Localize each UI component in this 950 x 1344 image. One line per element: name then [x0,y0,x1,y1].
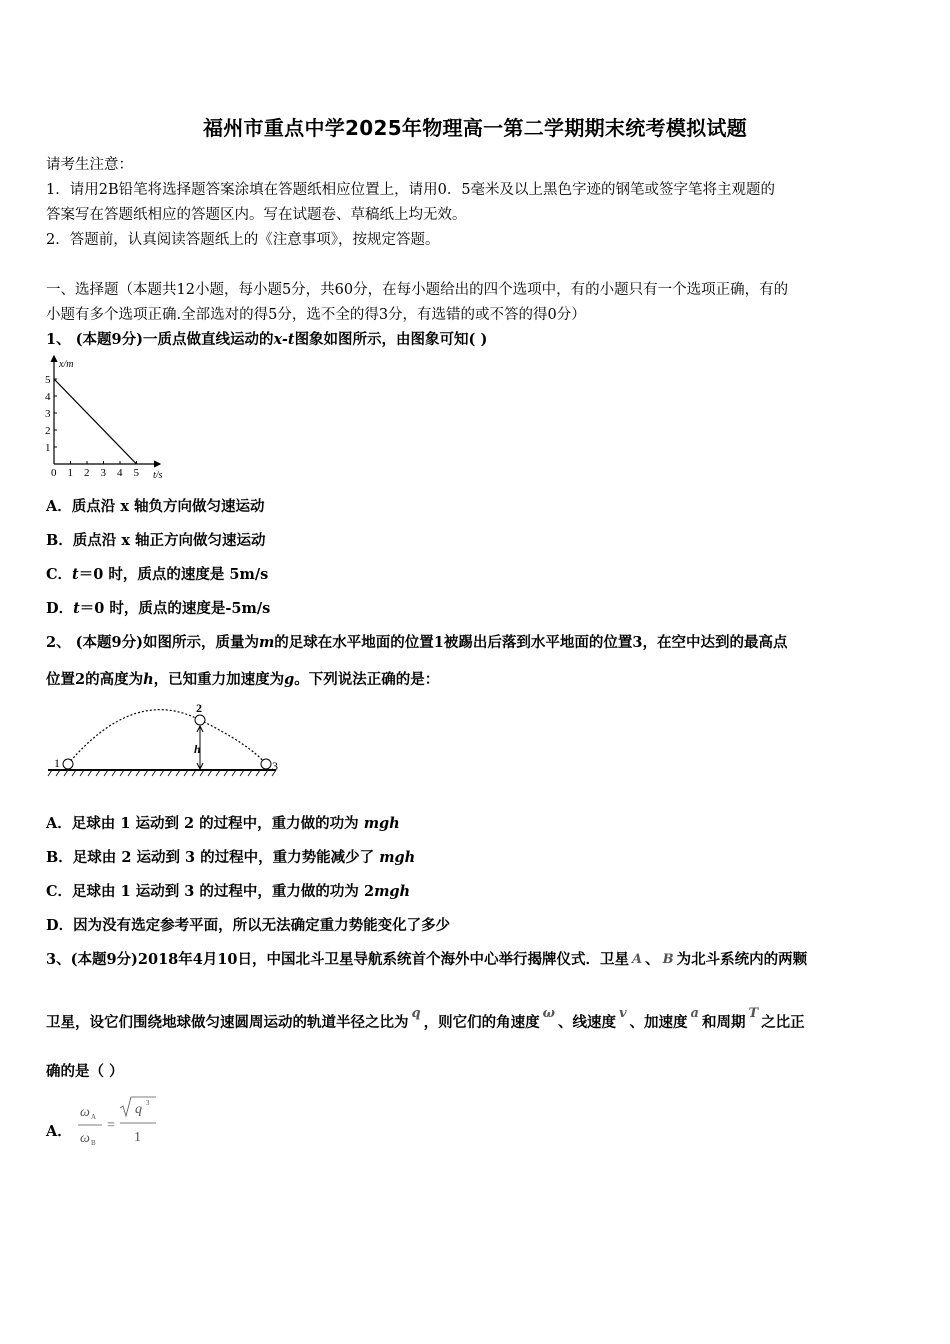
notice-item-1: 1．请用2B铅笔将选择题答案涂填在答题纸相应位置上，请用0．5毫米及以上黑色字迹的钢笔或签字笔将主观题的 [46,182,776,198]
xt-graph [40,352,180,484]
y-tick-label: 1 [45,442,51,454]
q2-option-a[interactable] [46,812,400,833]
q1-option-d-text: ＝0 时，质点的速度是-5m/s [79,600,271,617]
q1-option-b[interactable] [46,529,266,550]
q2-option-c-label: C． [46,883,73,900]
question-1-stem [46,328,487,349]
x-tick-label: 3 [100,467,106,479]
y-tick-label: 4 [45,391,51,403]
x-tick-label: 2 [84,467,90,479]
q3-sym-b: B [662,952,674,967]
q2-var-m: m [258,634,275,651]
q2-option-d-label: D． [46,917,74,934]
q2-line1-b: 的足球在水平地面的位置1被踢出后落到水平地面的位置3，在空中达到的最高点 [274,634,788,651]
q2-option-b-text: 足球由 2 运动到 3 的过程中，重力势能减少了 [72,849,380,866]
section-instructions-1: 一、选择题（本题共12小题，每小题5分，共60分，在每小题给出的四个选项中，有的小题只有一个选项正确，有的 [46,282,789,298]
q3-sym-sep: 、 [645,951,660,968]
q1-option-a-text: 质点沿 x 轴负方向做匀速运动 [71,498,265,515]
q2-option-a-label: A． [46,815,72,832]
q2-line2-b: ，已知重力加速度为 [153,671,285,688]
q1-option-a-label: A． [46,498,72,515]
q1-option-d-var: t [73,600,80,617]
trajectory-curve [68,710,266,764]
label-position-3: 3 [272,759,278,773]
xt-line [54,379,137,464]
x-tick-label: 5 [133,467,139,479]
q2-option-b[interactable] [46,846,415,867]
y-tick-label: 2 [45,425,51,437]
x-tick-label: 4 [117,467,123,479]
q2-option-c[interactable] [46,880,410,901]
page-title: 福州市重点中学2025年物理高一第二学期期末统考模拟试题 [202,116,748,140]
q1-option-c-var: t [72,566,79,583]
formula-num: ω [80,1105,90,1120]
formula-rhs-num: q [135,1102,142,1117]
q3-sym-t: T [748,1006,759,1021]
q2-option-b-label: B． [46,849,73,866]
q1-option-b-label: B． [46,532,73,549]
q2-line2-c: 。下列说法正确的是： [294,671,440,688]
section-instructions-2: 小题有多个选项正确.全部选对的得5分，选不全的得3分，有选错的或不答的得0分） [46,307,586,323]
q3-line2-b: ，则它们的角速度 [423,1014,540,1031]
label-height: h [194,742,201,756]
formula-den-sub: B [91,1139,96,1147]
q2-option-d-text: 因为没有选定参考平面，所以无法确定重力势能变化了多少 [73,917,451,934]
question-1-stem-b: 图象如图所示，由图象可知( ) [294,331,488,348]
q2-option-c-text: 足球由 1 运动到 3 的过程中，重力做的功为 2 [72,883,375,900]
q2-option-a-var: mgh [363,815,400,832]
question-2-stem-2 [46,668,439,689]
q3-sym-a: A [632,952,643,967]
question-1-var: x-t [273,331,295,348]
y-tick-label: 5 [45,374,51,386]
q3-line1-a: 3、(本题9分)2018年4月10日，中国北斗卫星导航系统首个海外中心举行揭牌仪式．卫星 [46,951,630,968]
q3-option-a-label[interactable]: A． [46,1123,72,1140]
q3-line2-d: 、加速度 [629,1014,688,1031]
formula-eq: = [107,1118,115,1133]
y-tick-label: 3 [45,408,51,420]
question-3-stem-2 [46,1006,805,1032]
q3-sym-omega: ω [542,1006,555,1021]
question-3-stem-1 [46,948,807,969]
notice-heading: 请考生注意： [46,157,133,173]
q3-line2-f: 之比正 [761,1014,805,1031]
q2-var-h: h [143,671,154,688]
q2-option-a-text: 足球由 1 运动到 2 的过程中，重力做的功为 [71,815,364,832]
q2-option-b-var: mgh [379,849,416,866]
q3-sym-v: v [618,1006,627,1021]
formula-rhs-exp: 3 [146,1099,150,1107]
q3-sym-q: q [411,1006,421,1021]
notice-item-2: 2．答题前，认真阅读答题纸上的《注意事项》，按规定答题。 [46,232,440,248]
question-1-stem-a: 1、 (本题9分)一质点做直线运动的 [46,331,274,348]
formula-num-sub: A [91,1113,97,1121]
ball-position-3 [261,759,271,769]
q2-var-g: g [284,671,295,688]
formula-den: ω [80,1131,90,1146]
q3-option-a-formula [74,1094,174,1154]
q1-option-c-label: C． [46,566,73,583]
formula-rhs-den: 1 [134,1130,141,1145]
question-3-stem-3: 确的是（ ） [46,1063,124,1080]
x-tick-label: 1 [67,467,73,479]
ball-position-1 [63,759,73,769]
question-2-stem-1 [46,631,787,652]
q3-line2-c: 、线速度 [557,1014,616,1031]
y-ticks [45,374,57,454]
q1-option-d[interactable] [46,597,270,618]
q2-option-c-var: mgh [374,883,411,900]
label-position-1: 1 [54,756,60,770]
label-position-2: 2 [196,701,202,715]
q2-line1-a: 2、 (本题9分)如图所示，质量为 [46,634,259,651]
y-axis-label: x/m [59,359,74,370]
q2-option-d[interactable] [46,914,450,935]
football-trajectory-figure [44,698,284,782]
x-tick-label: 0 [51,467,57,479]
q1-option-d-label: D． [46,600,74,617]
q3-line2-e: 和周期 [701,1014,746,1031]
x-axis-label: t/s [153,470,163,481]
ball-position-2 [195,715,205,725]
q3-sym-acc: a [690,1006,699,1021]
q3-line2-a: 卫星，设它们围绕地球做匀速圆周运动的轨道半径之比为 [46,1014,409,1031]
q3-line1-b: 为北斗系统内的两颗 [676,951,808,968]
notice-item-1-cont: 答案写在答题纸相应的答题区内。写在试题卷、草稿纸上均无效。 [46,207,467,223]
q1-option-c-text: ＝0 时，质点的速度是 5m/s [78,566,269,583]
q1-option-b-text: 质点沿 x 轴正方向做匀速运动 [72,532,266,549]
q1-option-c[interactable] [46,563,268,584]
q2-line2-a: 位置2的高度为 [46,671,144,688]
q1-option-a[interactable] [46,495,265,516]
